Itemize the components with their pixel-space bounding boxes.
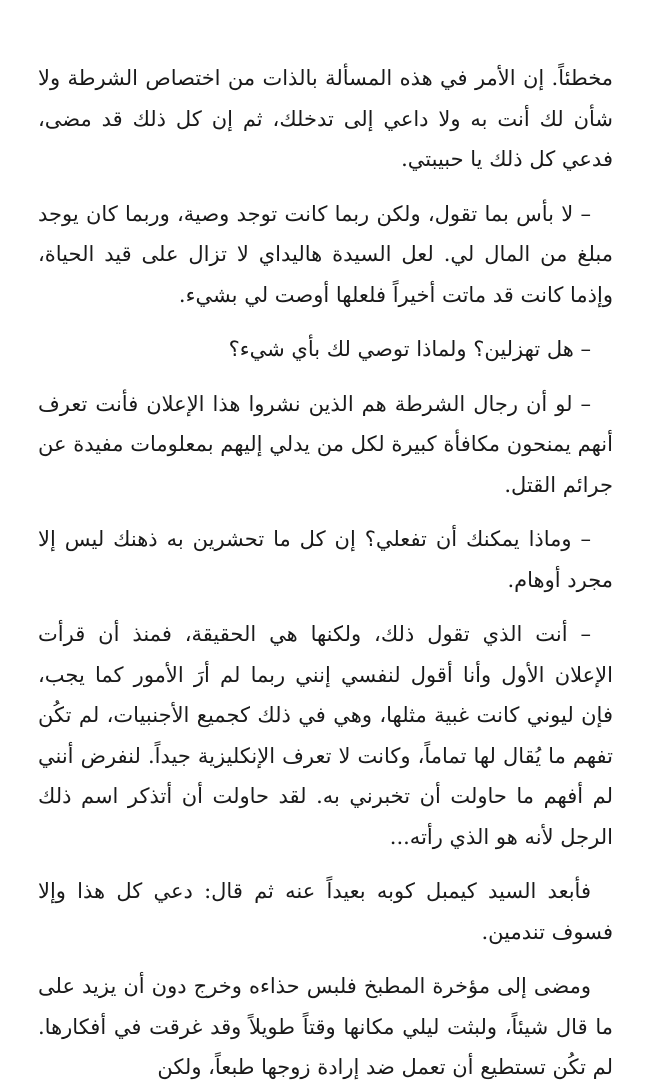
dialogue-paragraph: – لو أن رجال الشرطة هم الذين نشروا هذا الإعلان فأنت تعرف أنهم يمنحون مكافأة كبيرة لكل من يدلي إليهم بمعلومات مفيدة عن جرائم القتل. [38,391,613,497]
dialogue-paragraph: – أنت الذي تقول ذلك، ولكنها هي الحقيقة، فمنذ أن قرأت الإعلان الأول وأنا أقول لنفسي إنني ربما لم أرَ الأمور كما يجب، فإن ليوني كانت غبية مثلها، وهي في ذلك كجميع الأجنبيات، لم تكُن تفهم ما يُقال لها تماماً، وكانت لا تعرف الإنكليزية جيداً. لنفرض أنني لم أفهم ما حاولت أن تخبرني به. لقد حاولت أن أتذكر اسم ذلك الرجل لأنه هو الذي رأته... [38,622,613,849]
dialogue-paragraph: – وماذا يمكنك أن تفعلي؟ إن كل ما تحشرين به ذهنك ليس إلا مجرد أوهام. [38,527,613,592]
narrative-paragraph: فأبعد السيد كيمبل كوبه بعيداً عنه ثم قال: دعي كل هذا وإلا فسوف تندمين. [38,879,613,944]
narrative-paragraph: ومضى إلى مؤخرة المطبخ فلبس حذاءه وخرج دون أن يزيد على ما قال شيئاً، ولبثت ليلي مكانها وقتاً طويلاً وقد غرقت في أفكارها. لم تكُن تستطيع أن تعمل ضد إرادة زوجها طبعاً، ولكن [38,974,613,1079]
paragraph-continuation: مخطئاً. إن الأمر في هذه المسألة بالذات من اختصاص الشرطة ولا شأن لك أنت به ولا داعي إلى تدخلك، ثم إن كل ذلك قد مضى، فدعي كل ذلك يا حبيبتي. [38,66,613,171]
dialogue-paragraph: – لا بأس بما تقول، ولكن ربما كانت توجد وصية، وربما كان يوجد مبلغ من المال لي. لعل السيدة هاليداي لا تزال على قيد الحياة، وإذما كانت قد ماتت أخيراً فلعلها أوصت لي بشيء. [38,201,613,307]
dialogue-paragraph: – هل تهزلين؟ ولماذا توصي لك بأي شيء؟ [228,337,591,361]
